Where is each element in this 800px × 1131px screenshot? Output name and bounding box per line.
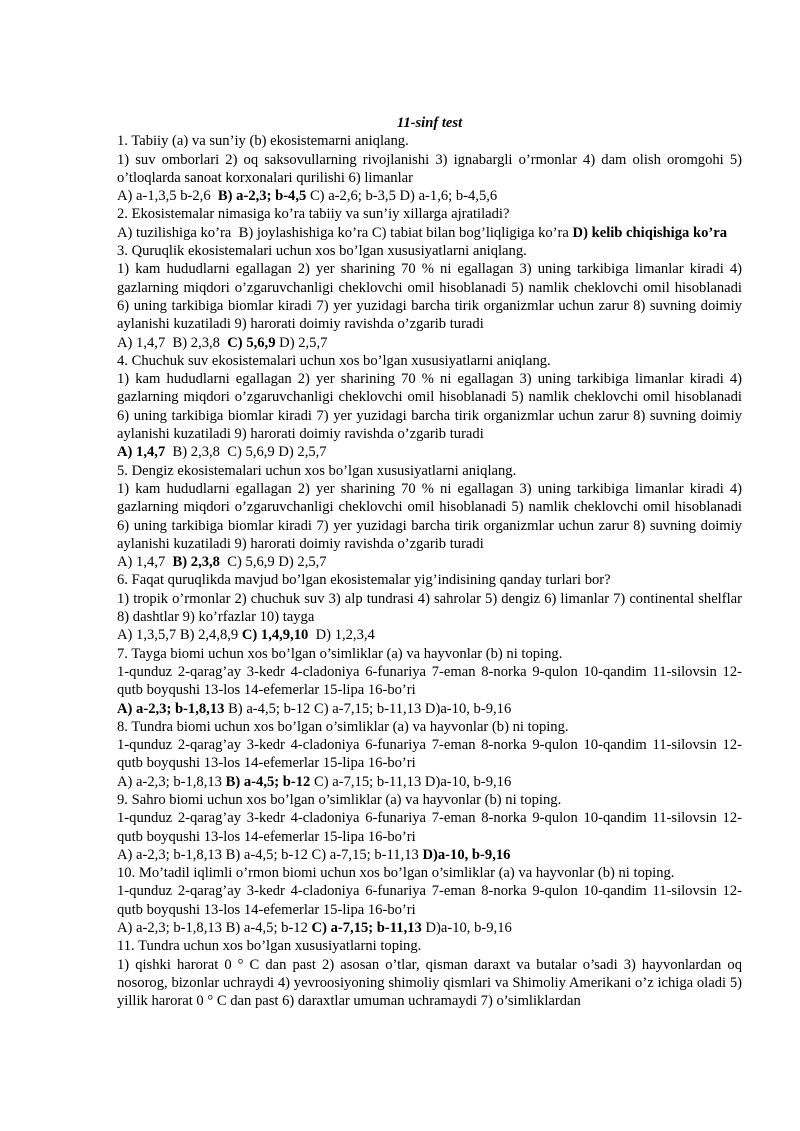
question-items: 1-qunduz 2-qarag’ay 3-kedr 4-cladoniya 6-funariya 7-eman 8-norka 9-qulon 10-qandim 11-silovsin 12-qutb boyqushi 13-los 14-efemerlar 15-lipa 16-bo’ri <box>117 663 742 699</box>
question-block <box>117 937 742 1010</box>
question-block <box>117 242 742 352</box>
correct-answer: C) a-7,15; b-11,13 <box>311 920 422 937</box>
question-text: 4. Chuchuk suv ekosistemalari uchun xos bo’lgan xususiyatlarni aniqlang. <box>117 352 551 369</box>
answer-options <box>117 224 742 242</box>
question-text: 5. Dengiz ekosistemalari uchun xos bo’lgan xususiyatlarni aniqlang. <box>117 462 517 479</box>
question-items: 1) kam hududlarni egallagan 2) yer sharining 70 % ni egallagan 3) uning tarkibiga limanlar kiradi 4) gazlarning miqdori o’zgaruvchanligi cheklovchi omil hisoblanadi 5) namlik cheklovchi omil hisoblanadi 6) uning tarkibiga biomlar kiradi 7) yer yuzidagi barcha tirik organizmlar uchun zarur 8) suvning doimiy aylanishi kuzatiladi 9) harorati doimiy ravishda o’zgarib turadi <box>117 480 742 552</box>
question-block <box>117 864 742 937</box>
correct-answer: D) kelib chiqishiga ko’ra <box>572 224 728 241</box>
correct-answer: C) 5,6,9 <box>227 334 276 351</box>
answer-options <box>117 773 742 791</box>
question-items: 1) tropik o’rmonlar 2) chuchuk suv 3) alp tundrasi 4) sahrolar 5) dengiz 6) limanlar 7) continental shelflar 8) dashtlar 9) ko’rfazlar 10) tayga <box>117 590 742 626</box>
answer-options <box>117 626 742 644</box>
answer-option: A) tuzilishiga ko’ra B) joylashishiga ko’ra C) tabiat bilan bog’liqligiga ko’ra <box>117 224 573 241</box>
question-text: 9. Sahro biomi uchun xos bo’lgan o’simliklar (a) va hayvonlar (b) ni toping. <box>117 791 562 808</box>
question-text: 7. Tayga biomi uchun xos bo’lgan o’simliklar (a) va hayvonlar (b) ni toping. <box>117 645 563 662</box>
question-block <box>117 645 742 718</box>
question-block <box>117 791 742 864</box>
answer-options <box>117 700 742 718</box>
answer-option: B) 2,3,8 C) 5,6,9 D) 2,5,7 <box>165 444 327 461</box>
answer-option: C) a-7,15; b-11,13 D)a-10, b-9,16 <box>310 773 512 790</box>
answer-option: D) 1,2,3,4 <box>308 627 375 644</box>
correct-answer: D)a-10, b-9,16 <box>422 846 511 863</box>
question-text: 6. Faqat quruqlikda mavjud bo’lgan ekosistemalar yig’indisining qanday turlari bor? <box>117 572 611 589</box>
question-block <box>117 571 742 644</box>
question-items: 1) kam hududlarni egallagan 2) yer sharining 70 % ni egallagan 3) uning tarkibiga limanlar kiradi 4) gazlarning miqdori o’zgaruvchanligi cheklovchi omil hisoblanadi 5) namlik cheklovchi omil hisoblanadi 6) uning tarkibiga biomlar kiradi 7) yer yuzidagi barcha tirik organizmlar uchun zarur 8) suvning doimiy aylanishi kuzatiladi 9) harorati doimiy ravishda o’zgarib turadi <box>117 261 742 333</box>
answer-option: A) 1,4,7 <box>117 554 173 571</box>
question-items: 1) kam hududlarni egallagan 2) yer sharining 70 % ni egallagan 3) uning tarkibiga limanlar kiradi 4) gazlarning miqdori o’zgaruvchanligi cheklovchi omil hisoblanadi 5) namlik cheklovchi omil hisoblanadi 6) uning tarkibiga biomlar kiradi 7) yer yuzidagi barcha tirik organizmlar uchun zarur 8) suvning doimiy aylanishi kuzatiladi 9) harorati doimiy ravishda o’zgarib turadi <box>117 371 742 443</box>
answer-options <box>117 553 742 571</box>
question-text: 3. Quruqlik ekosistemalari uchun xos bo’lgan xususiyatlarni aniqlang. <box>117 243 527 260</box>
question-block <box>117 132 742 205</box>
question-block <box>117 718 742 791</box>
correct-answer: B) a-4,5; b-12 <box>225 773 311 790</box>
answer-option: A) a-2,3; b-1,8,13 <box>117 773 226 790</box>
test-page <box>117 114 742 1011</box>
answer-option: C) a-2,6; b-3,5 D) a-1,6; b-4,5,6 <box>306 188 498 205</box>
correct-answer: A) 1,4,7 <box>117 444 166 461</box>
answer-options <box>117 846 742 864</box>
correct-answer: C) 1,4,9,10 <box>241 627 309 644</box>
question-block <box>117 352 742 462</box>
answer-options <box>117 187 742 205</box>
answer-option: A) 1,4,7 B) 2,3,8 <box>117 334 228 351</box>
correct-answer: B) 2,3,8 <box>172 554 220 571</box>
question-text: 2. Ekosistemalar nimasiga ko’ra tabiiy va sun’iy xillarga ajratiladi? <box>117 206 510 223</box>
answer-option: A) a-2,3; b-1,8,13 B) a-4,5; b-12 C) a-7,15; b-11,13 <box>117 846 423 863</box>
answer-options <box>117 334 742 352</box>
answer-option: A) a-2,3; b-1,8,13 B) a-4,5; b-12 <box>117 920 312 937</box>
question-items: 1) suv omborlari 2) oq saksovullarning rivojlanishi 3) ignabargli o’rmonlar 4) dam olish oromgohi 5) o’tloqlarda sanoat korxonalari qurilishi 6) limanlar <box>117 151 742 186</box>
question-text: 11. Tundra uchun xos bo’lgan xususiyatlarni toping. <box>117 938 422 955</box>
answer-options <box>117 919 742 937</box>
answer-option: A) 1,3,5,7 B) 2,4,8,9 <box>117 627 242 644</box>
question-block <box>117 462 742 572</box>
question-items: 1-qunduz 2-qarag’ay 3-kedr 4-cladoniya 6-funariya 7-eman 8-norka 9-qulon 10-qandim 11-silovsin 12-qutb boyqushi 13-los 14-efemerlar 15-lipa 16-bo’ri <box>117 810 742 845</box>
answer-option: C) 5,6,9 D) 2,5,7 <box>219 554 327 571</box>
question-items: 1) qishki harorat 0 ° C dan past 2) asosan o’tlar, qisman daraxt va butalar o’sadi 3) hayvonlardan oq nosorog, bizonlar uchraydi 4) yevroosiyoning shimoliy qismlari va Shimoliy Amerikani o’z ichiga oladi 5) yillik harorat 0 ° C dan past 6) daraxtlar umuman uchramaydi 7) o’simliklardan <box>117 956 742 1010</box>
answer-option: D) 2,5,7 <box>275 334 328 351</box>
answer-option: B) a-4,5; b-12 C) a-7,15; b-11,13 D)a-10, b-9,16 <box>224 700 512 717</box>
answer-option: A) a-1,3,5 b-2,6 <box>117 188 218 205</box>
question-items: 1-qunduz 2-qarag’ay 3-kedr 4-cladoniya 6-funariya 7-eman 8-norka 9-qulon 10-qandim 11-silovsin 12-qutb boyqushi 13-los 14-efemerlar 15-lipa 16-bo’ri <box>117 883 742 918</box>
answer-options <box>117 443 742 461</box>
question-block <box>117 205 742 242</box>
correct-answer: A) a-2,3; b-1,8,13 <box>117 700 225 717</box>
question-text: 8. Tundra biomi uchun xos bo’lgan o’simliklar (a) va hayvonlar (b) ni toping. <box>117 718 569 735</box>
question-text: 1. Tabiiy (a) va sun’iy (b) ekosistemarni aniqlang. <box>117 133 409 150</box>
question-text: 10. Mo’tadil iqlimli o’rmon biomi uchun xos bo’lgan o’simliklar (a) va hayvonlar (b) ni toping. <box>117 865 675 882</box>
answer-option: D)a-10, b-9,16 <box>421 920 512 937</box>
question-items: 1-qunduz 2-qarag’ay 3-kedr 4-cladoniya 6-funariya 7-eman 8-norka 9-qulon 10-qandim 11-silovsin 12-qutb boyqushi 13-los 14-efemerlar 15-lipa 16-bo’ri <box>117 737 742 772</box>
correct-answer: B) a-2,3; b-4,5 <box>217 188 307 205</box>
page-title: 11-sinf test <box>396 115 463 131</box>
question-list <box>117 132 742 1010</box>
